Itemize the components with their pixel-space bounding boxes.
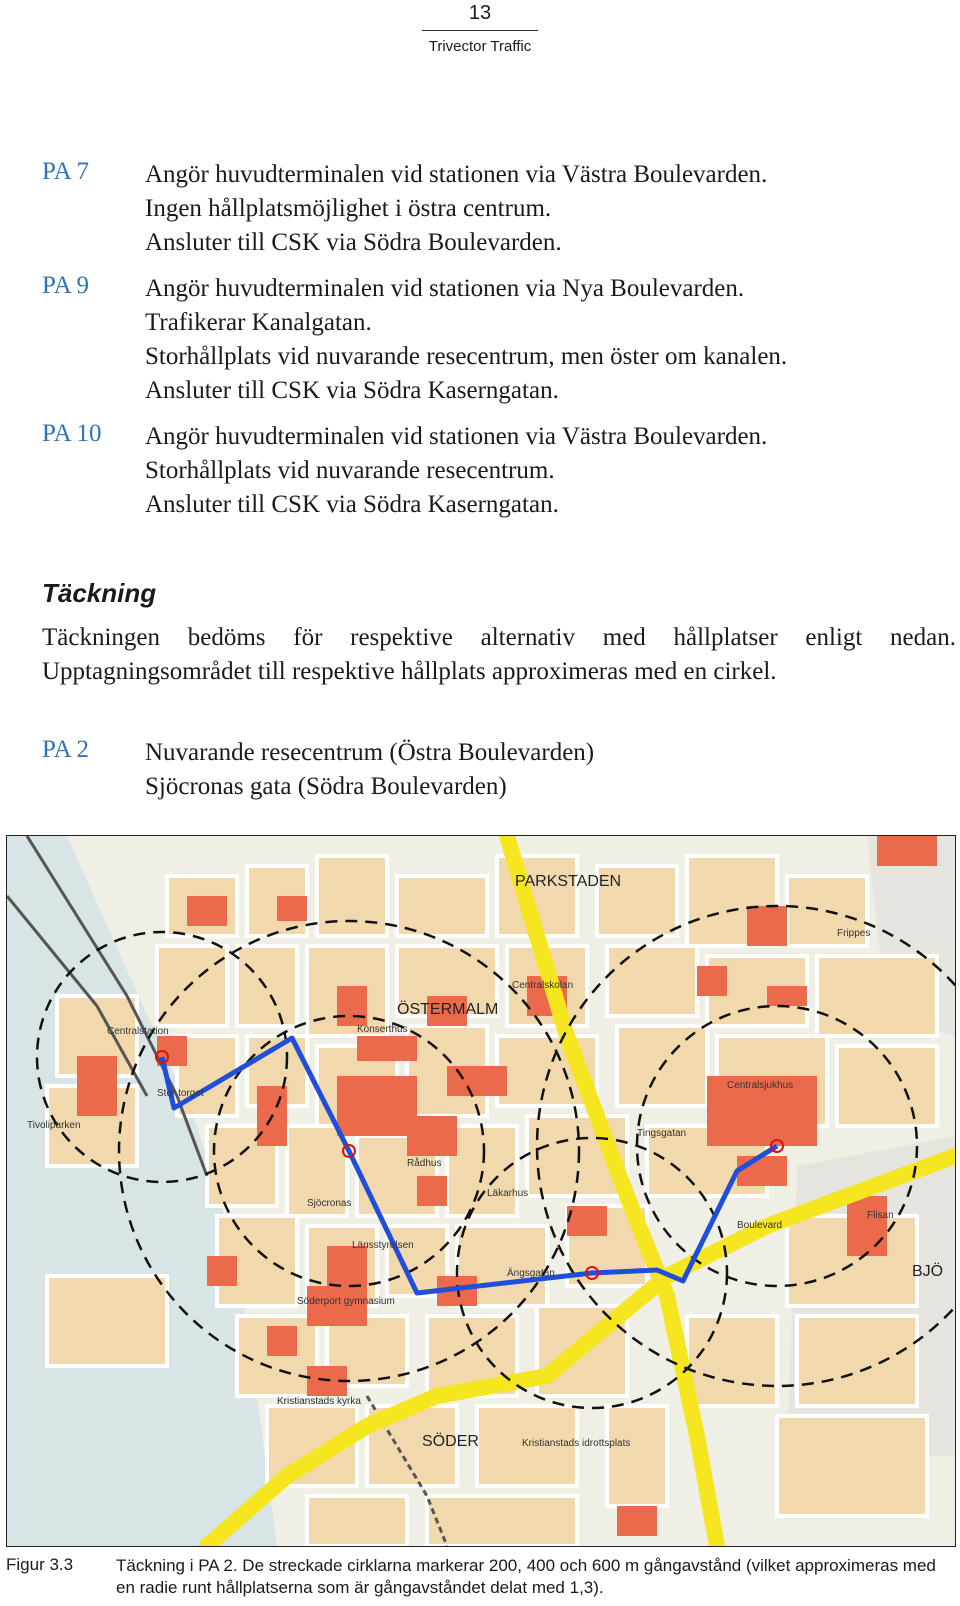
map-label-place: Söderport gymnasium [297, 1296, 395, 1307]
figure-label: Figur 3.3 [6, 1555, 74, 1574]
coverage-map [6, 835, 956, 1547]
map-label-place: Flisan [867, 1210, 894, 1221]
map-label-place: Centralskolan [512, 980, 574, 991]
coverage-heading: Täckning [42, 578, 157, 608]
coverage-paragraph-line-1: Täckningen bedöms för respektive alternativ med hållplatser enligt nedan. [42, 624, 956, 651]
pa-9-line-2: Trafikerar Kanalgatan. [145, 309, 372, 336]
map-label-place: Stor torget [157, 1088, 204, 1099]
map-label-place: Kristianstads idrottsplats [522, 1438, 631, 1449]
pa-10-line-1: Angör huvudterminalen vid stationen via Västra Boulevarden. [145, 423, 768, 450]
map-label-place: Kristianstads kyrka [277, 1396, 361, 1407]
map-label-place: Rådhus [407, 1158, 442, 1169]
pa-2-description [145, 736, 594, 804]
pa-10-line-2: Storhållplats vid nuvarande resecentrum. [145, 457, 555, 484]
pa-7-line-1: Angör huvudterminalen vid stationen via Västra Boulevarden. [145, 161, 768, 188]
pa-2-line-2: Sjöcronas gata (Södra Boulevarden) [145, 773, 507, 800]
map-label-place: Centralstation [107, 1026, 169, 1037]
header-rule [422, 30, 538, 31]
map-label-place: Tivoliparken [27, 1120, 81, 1131]
map-label-ostermalm: ÖSTERMALM [397, 1001, 499, 1018]
page-number: 13 [468, 2, 492, 24]
map-label-soder: SÖDER [422, 1433, 479, 1450]
map-label-place: Centralsjukhus [727, 1080, 794, 1091]
map-label-place: Tingsgatan [637, 1128, 687, 1139]
pa-9-label: PA 9 [42, 272, 90, 299]
map-label-place: Länsstyrelsen [352, 1240, 414, 1251]
header-organization: Trivector Traffic [428, 38, 532, 55]
map-label-place: Ängsgatan [507, 1268, 555, 1279]
pa-2-line-1: Nuvarande resecentrum (Östra Boulevarden) [145, 739, 595, 766]
pa-7-line-3: Ansluter till CSK via Södra Boulevarden. [145, 229, 562, 256]
coverage-map-svg [7, 836, 955, 1546]
pa-7-description [145, 158, 767, 260]
pa-7-line-2: Ingen hållplatsmöjlighet i östra centrum. [145, 195, 552, 222]
pa-10-label: PA 10 [42, 420, 102, 447]
coverage-paragraph-line-2: Upptagningsområdet till respektive hållplats approximeras med en cirkel. [42, 658, 777, 685]
map-label-place: Konserthus [357, 1024, 408, 1035]
map-label-bjo: BJÖ [912, 1263, 944, 1280]
pa-9-description [145, 272, 787, 408]
pa-9-line-3: Storhållplats vid nuvarande resecentrum, men öster om kanalen. [145, 343, 788, 370]
map-label-place: Sjöcronas [307, 1198, 352, 1209]
pa-10-line-3: Ansluter till CSK via Södra Kaserngatan. [145, 491, 559, 518]
figure-caption: Täckning i PA 2. De streckade cirklarna markerar 200, 400 och 600 m gångavstånd (vilket approximeras med en radie runt hållplatserna som är gångavståndet delat med 1,3). [116, 1556, 936, 1597]
map-label-place: Boulevard [737, 1220, 783, 1231]
map-label-place: Frippes [837, 928, 871, 939]
pa-2-label: PA 2 [42, 736, 90, 763]
map-label-parkstaden: PARKSTADEN [515, 873, 622, 890]
pa-9-line-4: Ansluter till CSK via Södra Kaserngatan. [145, 377, 559, 404]
map-label-place: Läkarhus [487, 1188, 529, 1199]
pa-10-description [145, 420, 767, 522]
pa-9-line-1: Angör huvudterminalen vid stationen via Nya Boulevarden. [145, 275, 745, 302]
pa-7-label: PA 7 [42, 158, 90, 185]
